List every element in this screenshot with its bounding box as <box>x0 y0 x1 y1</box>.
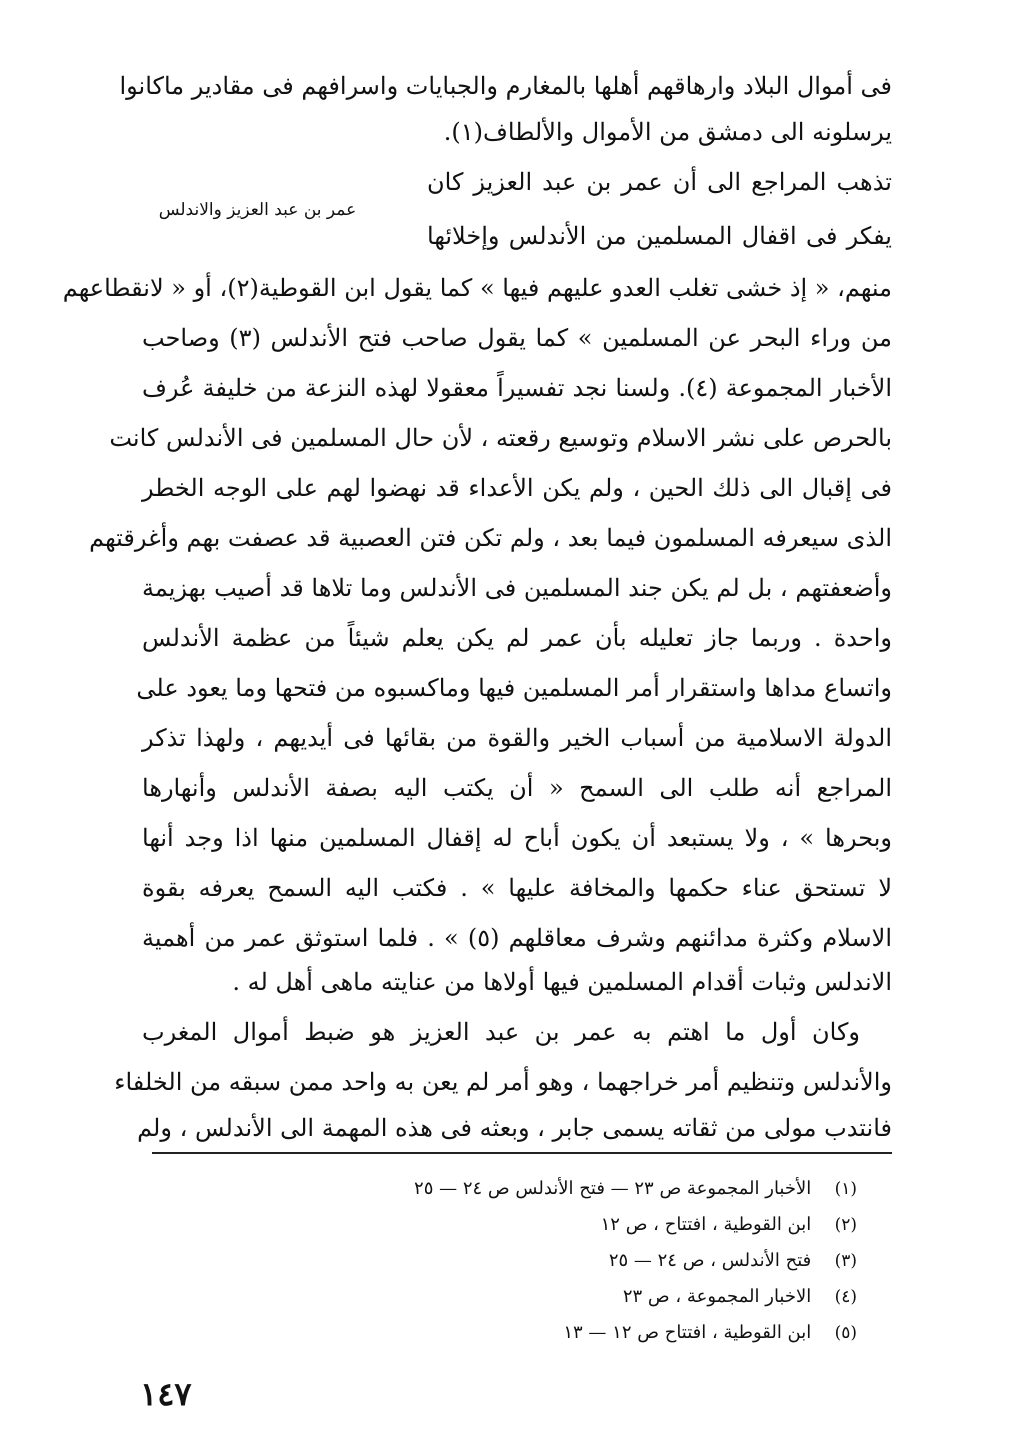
footnote-number: (٢) <box>834 1215 857 1235</box>
footnote-text: الأخبار المجموعة ص ٢٣ — فتح الأندلس ص ٢٤ — ٢٥ <box>414 1178 812 1199</box>
body-line-4: يفكر فى اقفال المسلمين من الأندلس وإخلائها <box>427 222 892 250</box>
footnote-text: ابن القوطية ، افتتاح ص ١٢ — ١٣ <box>563 1322 812 1343</box>
body-line-6: من وراء البحر عن المسلمين » كما يقول صاحب فتح الأندلس (٣) وصاحب <box>142 324 892 352</box>
footnote-5 <box>157 1316 857 1350</box>
footnote-text: ابن القوطية ، افتتاح ، ص ١٢ <box>600 1214 812 1235</box>
body-line-14: الدولة الاسلامية من أسباب الخير والقوة من بقائها فى أيديهم ، ولهذا تذكر <box>142 724 892 752</box>
body-line-12: واحدة . وربما جاز تعليله بأن عمر لم يكن يعلم شيئاً من عظمة الأندلس <box>142 624 893 652</box>
footnote-3 <box>157 1244 857 1278</box>
body-line-16: وبحرها » ، ولا يستبعد أن يكون أباح له إقفال المسلمين منها اذا وجد أنها <box>142 824 893 852</box>
body-line-7: الأخبار المجموعة (٤). ولسنا نجد تفسيراً معقولا لهذه النزعة من خليفة عُرف <box>142 374 892 402</box>
body-line-20: وكان أول ما اهتم به عمر بن عبد العزيز هو ضبط أموال المغرب <box>142 1018 860 1046</box>
body-line-2: يرسلونه الى دمشق من الأموال والألطاف(١). <box>443 118 892 146</box>
body-line-22: فانتدب مولى من ثقاته يسمى جابر ، وبعثه فى هذه المهمة الى الأندلس ، ولم <box>137 1114 892 1142</box>
footnote-number: (٤) <box>834 1287 857 1307</box>
body-line-10: الذى سيعرفه المسلمون فيما بعد ، ولم تكن فتن العصبية قد عصفت بهم وأغرقتهم <box>89 524 892 552</box>
footnote-number: (١) <box>834 1179 857 1199</box>
body-line-13: واتساع مداها واستقرار أمر المسلمين فيها وماكسبوه من فتحها وما يعود على <box>136 674 892 702</box>
body-line-8: بالحرص على نشر الاسلام وتوسيع رقعته ، لأن حال المسلمين فى الأندلس كانت <box>109 424 892 452</box>
body-line-11: وأضعفتهم ، بل لم يكن جند المسلمين فى الأندلس وما تلاها قد أصيب بهزيمة <box>142 574 892 602</box>
footnote-2 <box>157 1208 857 1242</box>
footnote-text: فتح الأندلس ، ص ٢٤ — ٢٥ <box>608 1250 812 1271</box>
footnote-number: (٥) <box>834 1323 857 1343</box>
marginal-note: عمر بن عبد العزيز والاندلس <box>158 200 357 220</box>
body-line-1: فى أموال البلاد وارهاقهم أهلها بالمغارم والجبايات واسرافهم فى مقادير ماكانوا <box>119 72 892 100</box>
footnote-rule <box>152 1152 892 1154</box>
body-line-18: الاسلام وكثرة مدائنهم وشرف معاقلهم (٥) » . فلما استوثق عمر من أهمية <box>142 924 892 952</box>
footnote-4 <box>157 1280 857 1314</box>
body-line-15: المراجع أنه طلب الى السمح « أن يكتب اليه بصفة الأندلس وأنهارها <box>142 774 892 802</box>
page-number: ١٤٧ <box>140 1375 192 1413</box>
body-line-19: الاندلس وثبات أقدام المسلمين فيها أولاها من عنايته ماهى أهل له . <box>232 968 892 996</box>
footnote-number: (٣) <box>834 1251 857 1271</box>
body-line-3: تذهب المراجع الى أن عمر بن عبد العزيز كان <box>427 168 892 196</box>
body-line-9: فى إقبال الى ذلك الحين ، ولم يكن الأعداء قد نهضوا لهم على الوجه الخطر <box>142 474 892 502</box>
footnote-1 <box>157 1172 857 1206</box>
footnote-text: الاخبار المجموعة ، ص ٢٣ <box>622 1286 812 1307</box>
body-line-17: لا تستحق عناء حكمها والمخافة عليها » . فكتب اليه السمح يعرفه بقوة <box>142 874 892 902</box>
body-line-5: منهم، « إذ خشى تغلب العدو عليهم فيها » كما يقول ابن القوطية(٢)، أو « لانقطاعهم <box>62 274 892 302</box>
body-line-21: والأندلس وتنظيم أمر خراجهما ، وهو أمر لم يعن به واحد ممن سبقه من الخلفاء <box>114 1068 892 1096</box>
